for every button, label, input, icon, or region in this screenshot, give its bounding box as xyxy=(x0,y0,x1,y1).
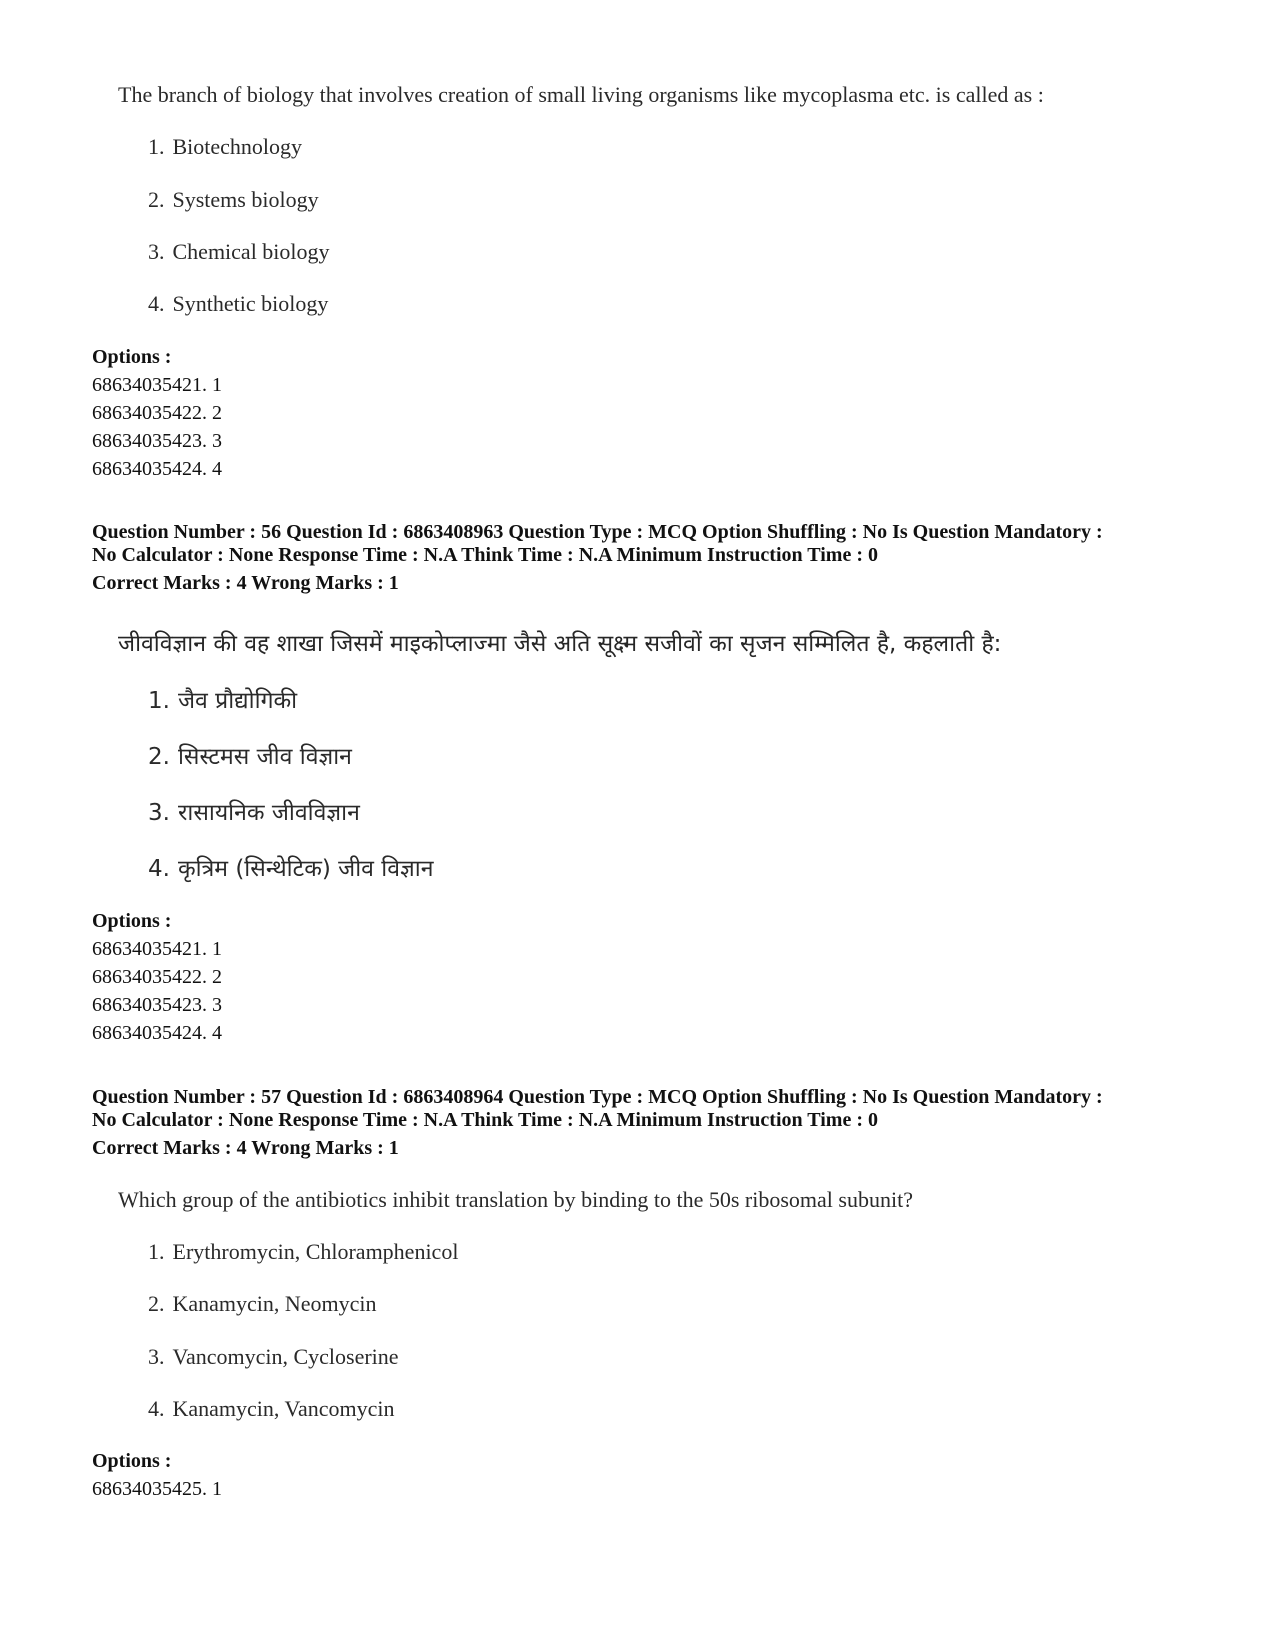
question-text: Which group of the antibiotics inhibit translation by binding to the 50s ribosomal subunit? xyxy=(118,1187,913,1212)
options-heading: Options : xyxy=(92,910,172,932)
choice-3: 3. Chemical biology xyxy=(148,239,330,264)
option-id: 68634035421. 1 xyxy=(92,374,222,396)
marks-line: Correct Marks : 4 Wrong Marks : 1 xyxy=(92,1137,399,1159)
option-id: 68634035424. 4 xyxy=(92,1022,222,1044)
option-id: 68634035422. 2 xyxy=(92,966,222,988)
option-id: 68634035423. 3 xyxy=(92,430,222,452)
question-text: The branch of biology that involves creation of small living organisms like mycoplasma etc. is called as : xyxy=(118,82,1044,107)
options-heading: Options : xyxy=(92,346,172,368)
option-id: 68634035424. 4 xyxy=(92,458,222,480)
options-heading: Options : xyxy=(92,1450,172,1472)
question-meta-line-2: No Calculator : None Response Time : N.A Think Time : N.A Minimum Instruction Time : 0 xyxy=(92,544,878,566)
marks-line: Correct Marks : 4 Wrong Marks : 1 xyxy=(92,572,399,594)
choice-4: 4. कृत्रिम (सिन्थेटिक) जीव विज्ञान xyxy=(148,856,434,882)
choice-3: 3. Vancomycin, Cycloserine xyxy=(148,1344,399,1369)
choice-2: 2. सिस्टमस जीव विज्ञान xyxy=(148,744,352,770)
option-id: 68634035425. 1 xyxy=(92,1478,222,1500)
question-meta-line-1: Question Number : 57 Question Id : 6863408964 Question Type : MCQ Option Shuffling : No Is Question Mandatory : xyxy=(92,1086,1103,1108)
choice-4: 4. Synthetic biology xyxy=(148,291,329,316)
choice-4: 4. Kanamycin, Vancomycin xyxy=(148,1396,395,1421)
question-meta-line-1: Question Number : 56 Question Id : 6863408963 Question Type : MCQ Option Shuffling : No Is Question Mandatory : xyxy=(92,521,1103,543)
choice-1: 1. जैव प्रौद्योगिकी xyxy=(148,688,298,714)
question-meta-line-2: No Calculator : None Response Time : N.A Think Time : N.A Minimum Instruction Time : 0 xyxy=(92,1109,878,1131)
choice-1: 1. Erythromycin, Chloramphenicol xyxy=(148,1239,459,1264)
option-id: 68634035423. 3 xyxy=(92,994,222,1016)
choice-1: 1. Biotechnology xyxy=(148,134,303,159)
option-id: 68634035422. 2 xyxy=(92,402,222,424)
choice-2: 2. Systems biology xyxy=(148,187,319,212)
question-text: जीवविज्ञान की वह शाखा जिसमें माइकोप्लाज्मा जैसे अति सूक्ष्म सजीवों का सृजन सम्मिलित है, कहलाती है: xyxy=(118,631,1002,657)
choice-2: 2. Kanamycin, Neomycin xyxy=(148,1291,377,1316)
choice-3: 3. रासायनिक जीवविज्ञान xyxy=(148,800,360,826)
option-id: 68634035421. 1 xyxy=(92,938,222,960)
